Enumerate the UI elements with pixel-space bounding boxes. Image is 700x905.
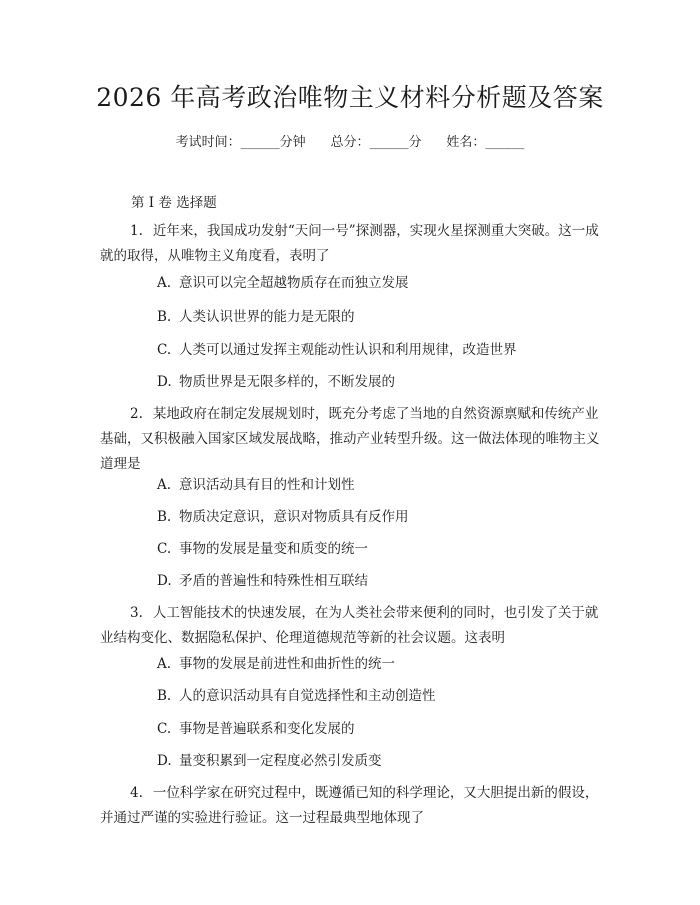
question-2-option-a	[157, 475, 355, 495]
score-unit: 分	[408, 135, 422, 150]
option-letter: C.	[157, 342, 172, 358]
name-label: 姓名：	[446, 135, 486, 150]
section-heading: 第 I 卷 选择题	[131, 195, 217, 211]
option-letter: D.	[157, 753, 172, 769]
option-text: 物质决定意识，意识对物质具有反作用	[179, 509, 409, 525]
page-title: 2026 年高考政治唯物主义材料分析题及答案	[96, 83, 604, 112]
question-1-stem	[100, 219, 600, 269]
option-letter: D.	[157, 374, 172, 390]
score-label: 总分：	[330, 135, 370, 150]
question-3-option-d	[157, 751, 382, 771]
question-2-option-b	[157, 507, 409, 527]
name-blank: ______	[485, 135, 525, 150]
question-4-stem	[100, 781, 600, 831]
exam-info-line	[0, 131, 700, 150]
question-3-stem	[100, 601, 600, 651]
question-1-option-c	[157, 340, 517, 360]
time-blank: ______	[240, 135, 280, 150]
time-label: 考试时间：	[175, 135, 241, 150]
option-letter: A.	[157, 477, 172, 493]
option-text: 人类可以通过发挥主观能动性认识和利用规律，改造世界	[179, 342, 517, 358]
option-text: 人的意识活动具有自觉选择性和主动创造性	[179, 688, 436, 704]
option-letter: A.	[157, 656, 172, 672]
option-letter: B.	[157, 688, 172, 704]
question-number: 4.	[130, 785, 143, 801]
option-letter: A.	[157, 275, 172, 291]
option-letter: C.	[157, 721, 172, 737]
question-text: 某地政府在制定发展规划时，既充分考虑了当地的自然资源禀赋和传统产业基础，又积极融入国家区域发展战略，推动产业转型升级。这一做法体现的唯物主义道理是	[100, 406, 600, 472]
question-2-option-d	[157, 571, 368, 591]
option-text: 意识活动具有目的性和计划性	[179, 477, 355, 493]
option-letter: C.	[157, 541, 172, 557]
option-text: 事物是普遍联系和变化发展的	[179, 721, 355, 737]
option-text: 矛盾的普遍性和特殊性相互联结	[179, 573, 368, 589]
option-text: 物质世界是无限多样的，不断发展的	[179, 374, 395, 390]
question-1-option-a	[157, 273, 409, 293]
time-unit: 分钟	[279, 135, 306, 150]
option-letter: B.	[157, 309, 172, 325]
question-2-option-c	[157, 539, 368, 559]
option-text: 事物的发展是量变和质变的统一	[179, 541, 368, 557]
question-number: 2.	[130, 406, 143, 422]
question-text: 近年来，我国成功发射“天问一号”探测器，实现火星探测重大突破。这一成就的取得，从唯物主义角度看，表明了	[100, 223, 599, 264]
option-text: 意识可以完全超越物质存在而独立发展	[179, 275, 409, 291]
question-1-option-d	[157, 372, 395, 392]
question-number: 3.	[130, 605, 143, 621]
question-text: 一位科学家在研究过程中，既遵循已知的科学理论，又大胆提出新的假设，并通过严谨的实验进行验证。这一过程最典型地体现了	[100, 785, 599, 826]
question-3-option-a	[157, 654, 395, 674]
option-letter: B.	[157, 509, 172, 525]
question-2-stem	[100, 402, 600, 477]
question-1-option-b	[157, 307, 355, 327]
question-3-option-b	[157, 686, 436, 706]
option-letter: D.	[157, 573, 172, 589]
question-number: 1.	[130, 223, 143, 239]
score-blank: ______	[369, 135, 409, 150]
question-3-option-c	[157, 719, 355, 739]
option-text: 人类认识世界的能力是无限的	[179, 309, 355, 325]
option-text: 事物的发展是前进性和曲折性的统一	[179, 656, 395, 672]
question-text: 人工智能技术的快速发展，在为人类社会带来便利的同时，也引发了关于就业结构变化、数据隐私保护、伦理道德规范等新的社会议题。这表明	[100, 605, 599, 646]
option-text: 量变积累到一定程度必然引发质变	[179, 753, 382, 769]
